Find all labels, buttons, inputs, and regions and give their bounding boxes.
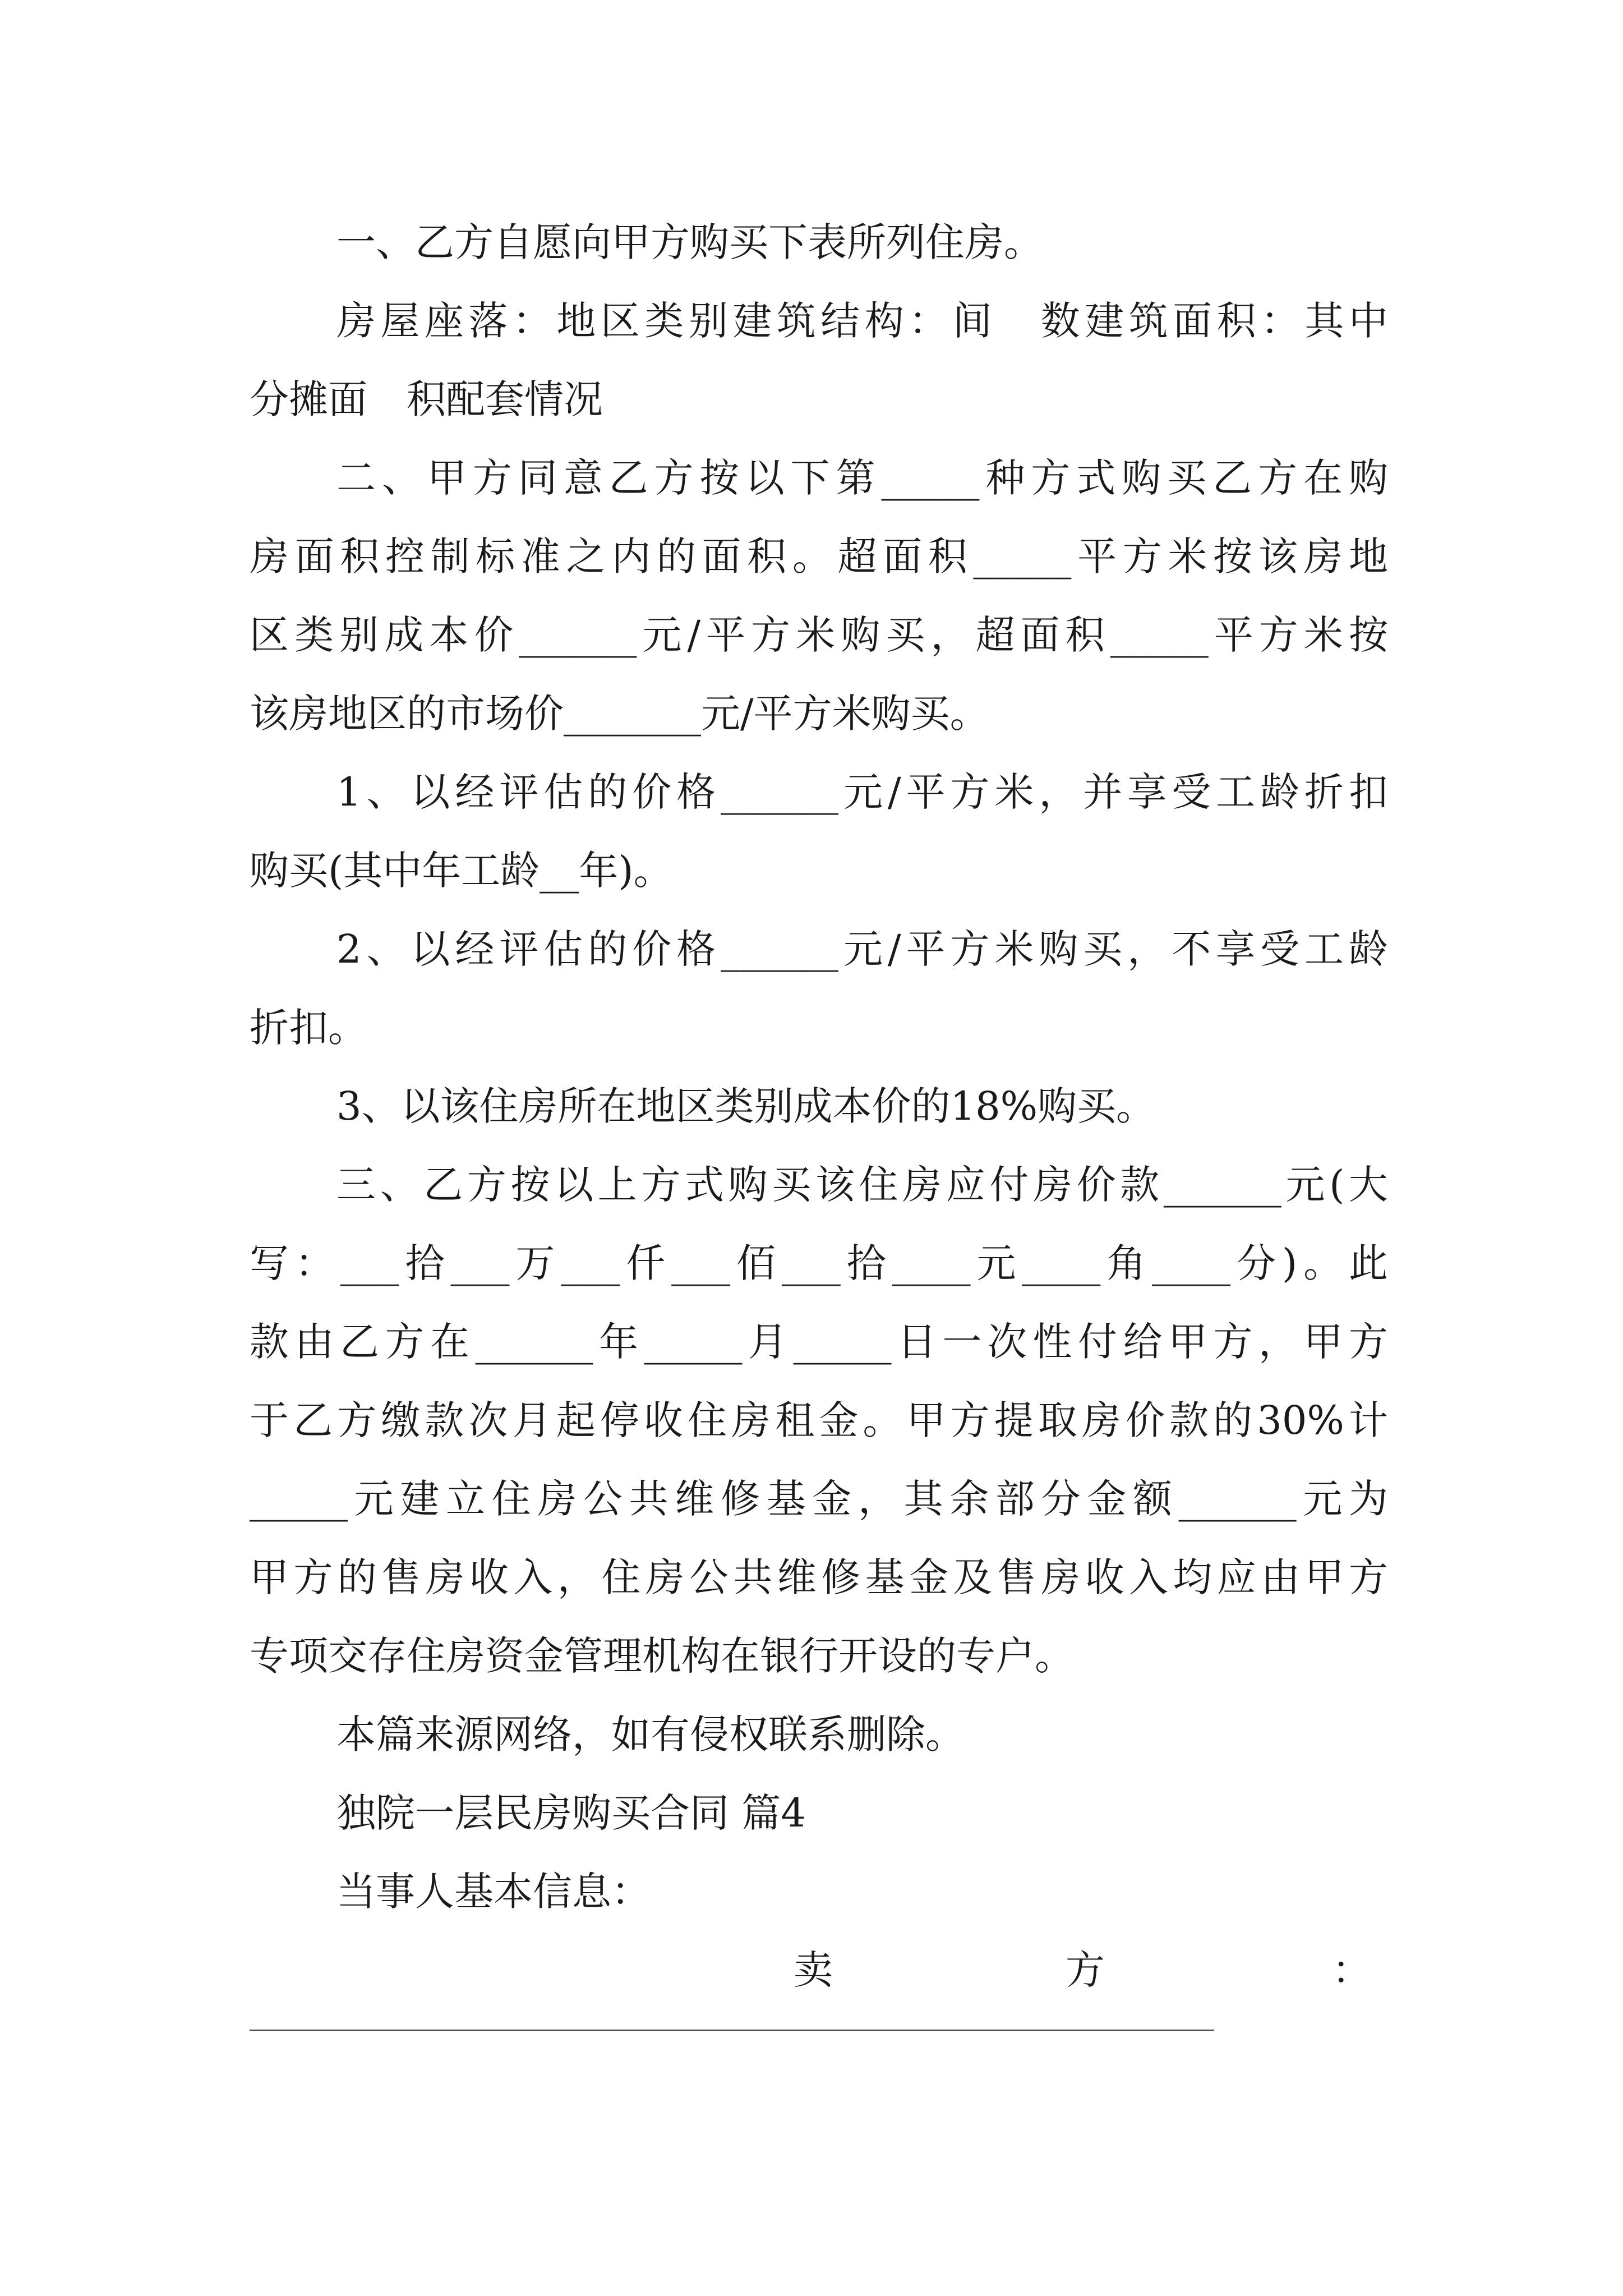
text-line: 甲方的售房收入，住房公共维修基金及售房收入均应由甲方 (250, 1554, 1388, 1600)
text-line: 独院一层民房购买合同 篇4 (336, 1790, 806, 1836)
text-line: 2、以经评估的价格______元/平方米购买，不享受工龄 (336, 926, 1388, 972)
text-line: 房屋座落：地区类别建筑结构：间 数建筑面积：其中 (336, 298, 1388, 344)
seller-char-1: 卖 (794, 1947, 833, 1993)
seller-colon: ： (1332, 1947, 1371, 1993)
text-line: 专项交存住房资金管理机构在银行开设的专户。 (250, 1633, 1074, 1679)
text-line: 三、乙方按以上方式购买该住房应付房价款______元(大 (336, 1162, 1388, 1208)
text-line: 于乙方缴款次月起停收住房租金。甲方提取房价款的30%计 (250, 1397, 1388, 1443)
text-line: 购买(其中年工龄__年)。 (250, 848, 673, 894)
text-line: 分摊面 积配套情况 (250, 376, 603, 422)
text-line: 写：___拾___万___仟___佰___拾____元____角____分)。此 (250, 1240, 1388, 1286)
text-line: 房面积控制标准之内的面积。超面积_____平方米按该房地 (250, 533, 1388, 579)
text-line: 1、以经评估的价格______元/平方米，并享受工龄折扣 (336, 769, 1388, 815)
seller-char-2: 方 (1066, 1947, 1105, 1993)
text-line: 3、以该住房所在地区类别成本价的18%购买。 (336, 1083, 1156, 1129)
text-line: 当事人基本信息： (336, 1869, 651, 1915)
text-line: 一、乙方自愿向甲方购买下表所列住房。 (336, 219, 1043, 265)
text-line: 二、甲方同意乙方按以下第_____种方式购买乙方在购 (336, 455, 1388, 501)
text-line: 该房地区的市场价_______元/平方米购买。 (250, 691, 989, 737)
seller-fill-line (250, 2030, 1214, 2031)
text-line: 本篇来源网络，如有侵权联系删除。 (336, 1711, 965, 1757)
text-line: 折扣。 (250, 1005, 367, 1051)
seller-label-line (250, 1931, 1388, 2009)
text-line: 款由乙方在______年_____月_____日一次性付给甲方，甲方 (250, 1319, 1388, 1365)
text-line: 区类别成本价______元/平方米购买，超面积_____平方米按 (250, 612, 1388, 658)
text-line: _____元建立住房公共维修基金，其余部分金额______元为 (250, 1476, 1388, 1522)
